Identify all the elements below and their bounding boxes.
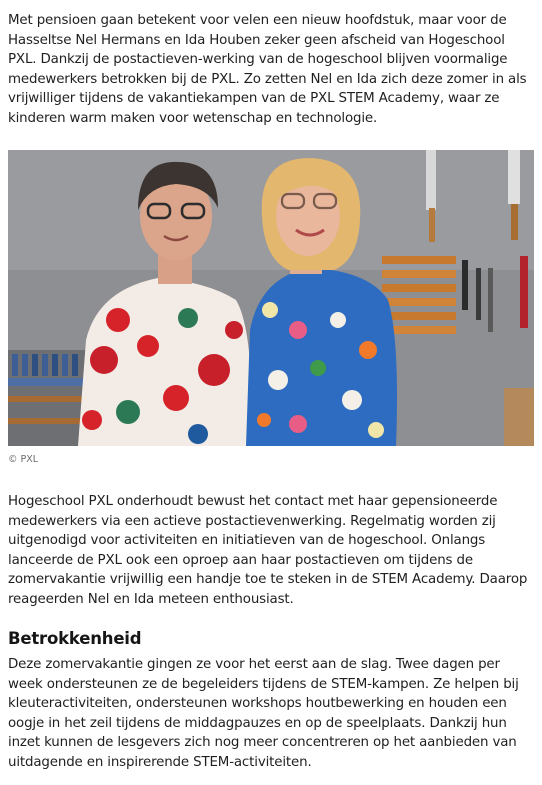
- body-paragraph-3: Deze zomervakantie gingen ze voor het eerst aan de slag. Twee dagen per week ondersteunen ze de begeleiders tijdens de STEM-kampen. Ze helpen bij kleuteractiviteiten, ondersteunen workshops houtbewerking en houden een oogje in het zeil tijdens de middagpauzes en op de speelplaats. Dankzij hun inzet kunnen de lesgevers zich nog meer concentreren op het aanbieden van uitdagende en inspirerende STEM-activiteiten.: [8, 657, 519, 770]
- intro-paragraph: Met pensioen gaan betekent voor velen een nieuw hoofdstuk, maar voor de Hasseltse Nel Hermans en Ida Houben zeker geen afscheid van Hogeschool PXL. Dankzij de postactieven-werking van de hogeschool blijven voormalige medewerkers betrokken bij de PXL. Zo zetten Nel en Ida zich deze zomer in als vrijwilliger tijdens de vakantiekampen van de PXL STEM Academy, waar ze kinderen warm maken voor wetenschap en technologie.: [8, 13, 527, 126]
- section-heading: Betrokkenheid: [8, 629, 142, 648]
- body-paragraph-2: Hogeschool PXL onderhoudt bewust het contact met haar gepensioneerde medewerkers via een actieve postactievenwerking. Regelmatig worden zij uitgenodigd voor activiteiten en initiatieven van de hogeschool. Onlangs lanceerde de PXL ook een oproep aan haar postactieven om tijdens de zomervakantie vrijwillig een handje toe te steken in de STEM Academy. Daarop reageerden Nel en Ida meteen enthousiast.: [8, 494, 528, 607]
- article-photo: [8, 150, 534, 446]
- photo-credit: © PXL: [8, 454, 39, 465]
